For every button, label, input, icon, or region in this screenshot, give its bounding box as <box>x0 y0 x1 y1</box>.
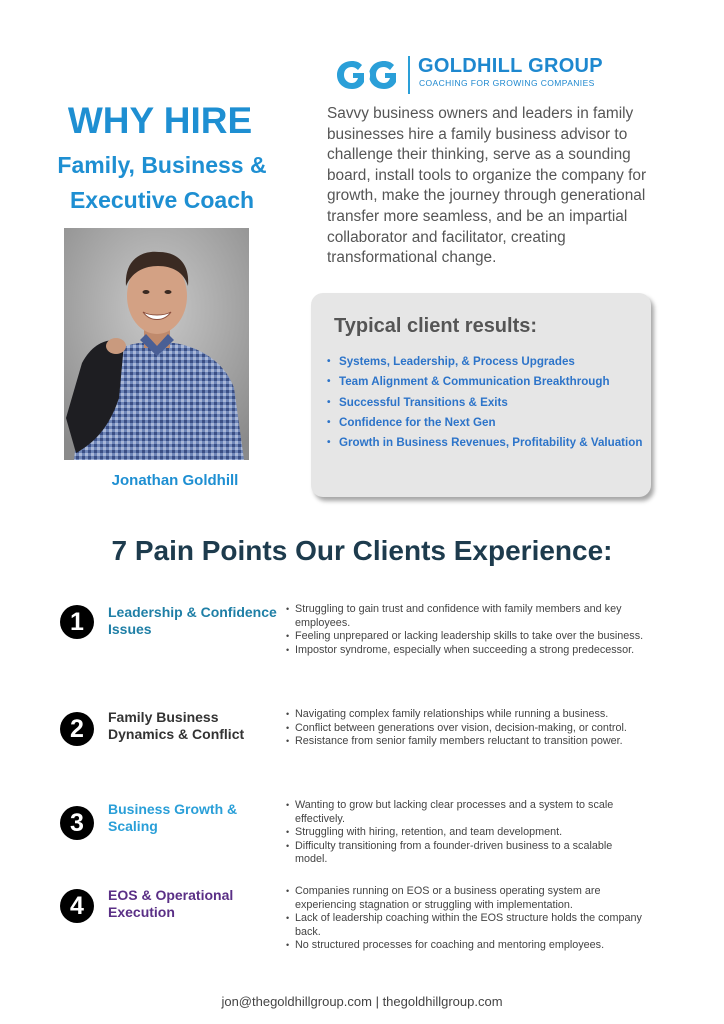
pain-point-bullets <box>286 885 646 953</box>
pain-point-bullet: • Lack of leadership coaching within the EOS structure holds the company back. <box>286 912 646 939</box>
pain-point-title: Business Growth & Scaling <box>108 801 238 834</box>
pain-point-bullet: • Struggling with hiring, retention, and team development. <box>286 826 646 840</box>
pain-points-title: 7 Pain Points Our Clients Experience: <box>111 535 613 566</box>
results-item: • Growth in Business Revenues, Profitability & Valuation <box>326 433 646 453</box>
pain-point-bullet: • Resistance from senior family members reluctant to transition power. <box>286 735 646 749</box>
pain-point-bullet: • Navigating complex family relationships while running a business. <box>286 708 646 722</box>
pain-point-bullet: • Struggling to gain trust and confidence with family members and key employees. <box>286 603 646 630</box>
footer-contact: jon@thegoldhillgroup.com | thegoldhillgroup.com <box>221 994 503 1009</box>
portrait-photo <box>64 228 249 460</box>
results-item: • Confidence for the Next Gen <box>326 413 646 433</box>
number-1-icon: 1 <box>60 605 94 639</box>
pain-point-bullets <box>286 799 646 867</box>
portrait-image <box>64 228 249 460</box>
logo-tagline: COACHING FOR GROWING COMPANIES <box>419 78 595 88</box>
pain-point-bullet: • Impostor syndrome, especially when succeeding a strong predecessor. <box>286 644 646 658</box>
pain-point-bullet: • No structured processes for coaching and mentoring employees. <box>286 939 646 953</box>
number-2-icon: 2 <box>60 712 94 746</box>
pain-point-bullets <box>286 603 646 657</box>
intro-paragraph: Savvy business owners and leaders in family businesses hire a family business advisor to challenge their thinking, serve as a sounding board, install tools to organize the company for growth, make the journey through generational transfer more seamless, and be an impartial collaborator and facilitator, creating transformational change. <box>327 105 647 267</box>
photo-caption: Jonathan Goldhill <box>111 472 239 489</box>
logo-name: GOLDHILL GROUP <box>418 55 603 77</box>
pain-point-bullets <box>286 708 646 749</box>
why-hire-heading: WHY HIRE <box>67 100 253 141</box>
pain-point-title: EOS & Operational Execution <box>108 887 234 920</box>
number-3-icon: 3 <box>60 806 94 840</box>
company-logo <box>336 56 626 96</box>
pain-point-bullet: • Conflict between generations over vision, decision-making, or control. <box>286 722 646 736</box>
logo-divider <box>408 56 410 94</box>
pain-point-title: Leadership & Confidence Issues <box>108 604 277 637</box>
goldhill-logo-mark-icon <box>336 58 402 92</box>
results-list <box>326 352 646 453</box>
pain-point-bullet: • Difficulty transitioning from a founder-driven business to a scalable model. <box>286 840 646 867</box>
results-title: Typical client results: <box>334 315 538 337</box>
number-4-icon: 4 <box>60 889 94 923</box>
pain-point-title: Family Business Dynamics & Conflict <box>108 709 245 742</box>
coach-role-heading: Family, Business & Executive Coach <box>57 152 267 213</box>
results-item: • Successful Transitions & Exits <box>326 393 646 413</box>
pain-point-bullet: • Companies running on EOS or a business operating system are experiencing stagnation or struggling with implementation. <box>286 885 646 912</box>
pain-point-bullet: • Wanting to grow but lacking clear processes and a system to scale effectively. <box>286 799 646 826</box>
results-item: • Team Alignment & Communication Breakthrough <box>326 372 646 392</box>
pain-point-bullet: • Feeling unprepared or lacking leadership skills to take over the business. <box>286 630 646 644</box>
results-item: • Systems, Leadership, & Process Upgrades <box>326 352 646 372</box>
